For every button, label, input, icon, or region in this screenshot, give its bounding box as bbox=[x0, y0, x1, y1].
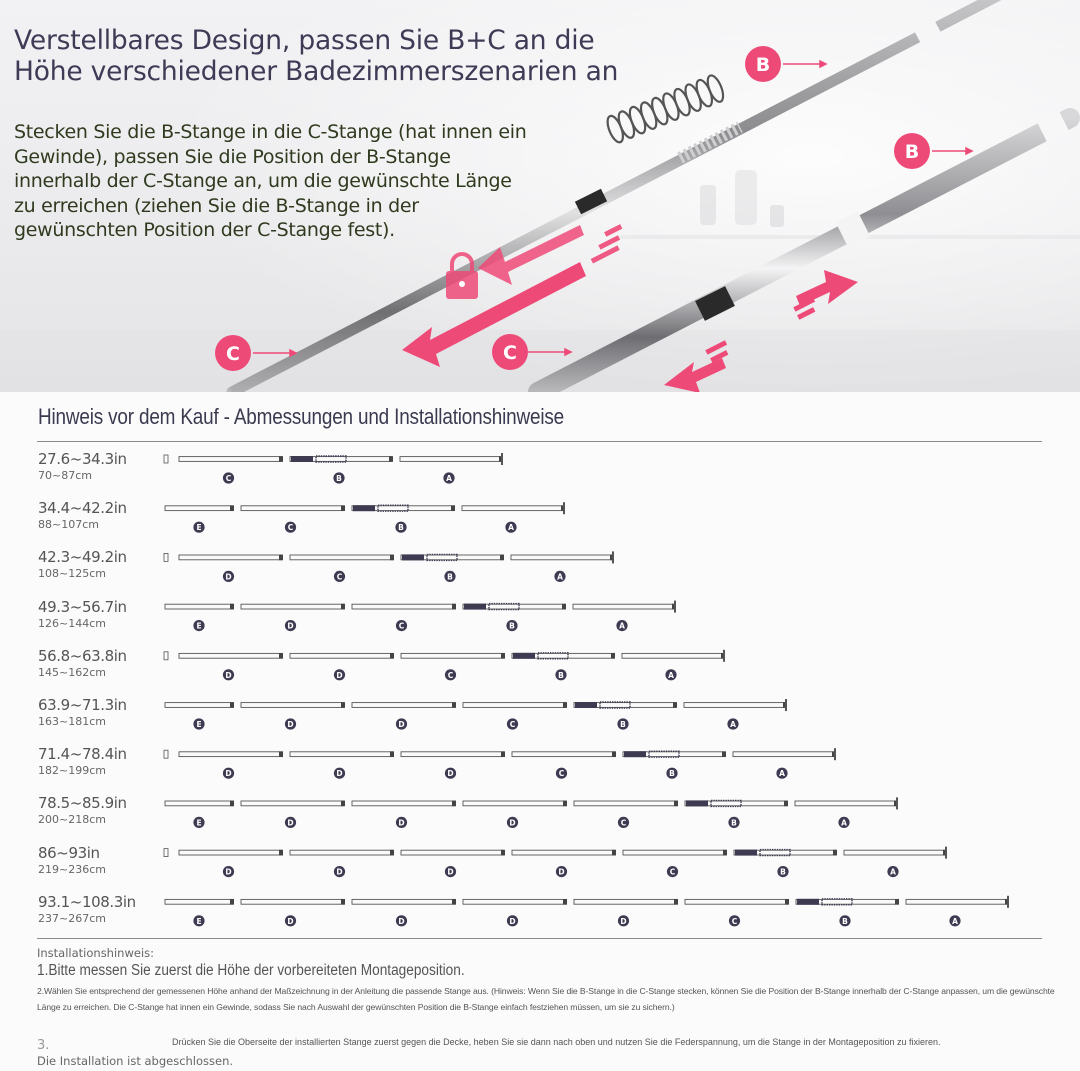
hero-title bbox=[14, 25, 654, 87]
end-cap-icon bbox=[164, 455, 168, 463]
part-badge-label: D bbox=[287, 818, 294, 828]
rod-part-a bbox=[733, 748, 836, 779]
size-centimeters: 200~218cm bbox=[38, 813, 106, 827]
part-badge-label: C bbox=[620, 818, 627, 828]
part-badge-label: E bbox=[196, 818, 202, 828]
end-pad-icon bbox=[674, 601, 676, 613]
size-inches: 42.3~49.2in bbox=[38, 548, 127, 567]
part-badge-label: D bbox=[398, 720, 405, 729]
install-step-3: Drücken Sie die Oberseite der installierten Stange zuerst gegen die Decke, heben Sie sie dann nach oben und nutzen Sie die Federspannung, um die Stange in der Montageposition zu fixieren. bbox=[172, 1037, 941, 1047]
size-centimeters: 182~199cm bbox=[38, 764, 106, 778]
rod-part-b bbox=[463, 604, 566, 632]
rod-row bbox=[165, 502, 565, 533]
rod-row bbox=[165, 896, 1009, 927]
part-badge-label: E bbox=[196, 621, 202, 631]
rod-row bbox=[164, 650, 725, 681]
rod-part-a bbox=[622, 650, 725, 681]
install-notes-heading: Installationshinweis: bbox=[37, 946, 154, 960]
section-title: Hinweis vor dem Kauf - Abmessungen und Installationshinweise bbox=[38, 404, 565, 429]
rod-combination-diagram bbox=[0, 440, 1080, 940]
callout-b-upper-label: B bbox=[755, 54, 771, 76]
rod-part-d bbox=[179, 850, 283, 877]
part-badge-label: D bbox=[398, 818, 405, 828]
part-badge-label: C bbox=[731, 916, 738, 926]
rod-part-d bbox=[512, 850, 616, 877]
part-badge-label: B bbox=[398, 523, 404, 533]
size-inches: 63.9~71.3in bbox=[38, 696, 127, 714]
part-badge-label: B bbox=[780, 867, 786, 877]
rod-part-d bbox=[463, 801, 567, 828]
install-step-4: Die Installation ist abgeschlossen. bbox=[37, 1054, 234, 1068]
thread-icon bbox=[402, 554, 424, 560]
rod-part-d bbox=[352, 899, 456, 926]
rod-part-c bbox=[463, 702, 567, 729]
end-pad-icon bbox=[563, 502, 565, 514]
size-inches: 34.4~42.2in bbox=[38, 499, 127, 518]
part-badge-label: D bbox=[225, 572, 232, 582]
part-badge-label: A bbox=[841, 818, 847, 828]
callout-b-lower-label: B bbox=[904, 141, 920, 163]
part-badge-label: D bbox=[287, 720, 294, 729]
rod-part-e bbox=[165, 801, 234, 828]
rod-part-b bbox=[512, 653, 615, 681]
install-step-2: 2.Wählen Sie entsprechend der gemessenen Höhe anhand der Maßzeichnung in der Anleitung die passende Stange aus. (Hinweis: Wenn Sie die B-Stange in die C-Stange stecken, können Sie die Position der B-Stange innerhalb der C-Stange anpassen, um die gewünschte Länge zu erreichen. Die C-Stange hat innen ein Gewinde, sodass Sie nach Auswahl der gewünschten Position die B-Stange einfach festziehen müssen, um sie zu sichern.) bbox=[37, 986, 1055, 1012]
rod-part-c bbox=[352, 604, 456, 631]
end-cap-icon bbox=[164, 553, 168, 561]
rod-part-b bbox=[401, 554, 504, 582]
rod-part-a bbox=[795, 797, 898, 828]
part-badge-label: B bbox=[447, 572, 453, 582]
rod-part-d bbox=[290, 751, 394, 778]
part-badge-label: D bbox=[398, 916, 405, 926]
size-centimeters: 88~107cm bbox=[38, 518, 99, 532]
part-badge-label: C bbox=[225, 474, 232, 483]
rod-part-d bbox=[463, 899, 567, 926]
end-pad-icon bbox=[1007, 896, 1009, 908]
thread-icon bbox=[797, 899, 819, 905]
rod-part-e bbox=[165, 505, 234, 532]
rod-part-b bbox=[734, 850, 837, 878]
rod-part-a bbox=[573, 601, 676, 632]
hero-banner bbox=[0, 0, 1080, 392]
part-badge-label: D bbox=[447, 769, 454, 779]
rod-part-d bbox=[241, 801, 345, 828]
size-inches: 71.4~78.4in bbox=[38, 745, 127, 764]
size-inches: 27.6~34.3in bbox=[38, 450, 127, 468]
rod-part-d bbox=[401, 751, 505, 778]
end-cap-icon bbox=[164, 849, 168, 857]
end-pad-icon bbox=[785, 699, 787, 711]
part-badge-label: D bbox=[287, 916, 294, 926]
part-badge-label: A bbox=[508, 523, 514, 533]
end-pad-icon bbox=[723, 650, 725, 662]
thread-icon bbox=[735, 850, 757, 856]
rod-part-c bbox=[401, 653, 505, 680]
part-badge-label: E bbox=[196, 523, 202, 533]
size-inches: 49.3~56.7in bbox=[38, 597, 127, 616]
rod-row bbox=[165, 601, 676, 632]
size-centimeters: 70~87cm bbox=[38, 469, 92, 482]
part-badge-label: A bbox=[779, 769, 785, 779]
rod-part-a bbox=[511, 551, 614, 582]
rod-part-d bbox=[241, 899, 345, 926]
rod-part-d bbox=[241, 702, 345, 729]
part-badge-label: A bbox=[890, 867, 896, 877]
part-badge-label: E bbox=[196, 720, 202, 729]
hero-title-line-1: Verstellbares Design, passen Sie B+C an die bbox=[14, 25, 595, 56]
end-pad-icon bbox=[501, 453, 503, 465]
rod-part-d bbox=[352, 702, 456, 729]
callout-c-left-label: C bbox=[226, 343, 240, 365]
rod-part-a bbox=[906, 896, 1009, 927]
size-centimeters: 108~125cm bbox=[38, 567, 106, 581]
part-badge-label: D bbox=[509, 818, 516, 828]
part-badge-label: A bbox=[668, 670, 674, 680]
size-inches: 78.5~85.9in bbox=[38, 794, 127, 813]
rod-part-c bbox=[290, 555, 394, 582]
rod-row bbox=[165, 797, 898, 828]
rod-part-b bbox=[290, 456, 393, 484]
part-badge-label: B bbox=[620, 720, 626, 729]
rod-part-c bbox=[512, 751, 616, 778]
part-badge-label: B bbox=[842, 916, 848, 926]
install-step-3-number: 3. bbox=[37, 1038, 50, 1053]
hero-desc-line: innerhalb der C-Stange an, um die gewünschte Länge bbox=[14, 170, 512, 193]
rod-part-a bbox=[844, 847, 947, 878]
part-badge-label: B bbox=[336, 474, 342, 483]
part-badge-label: C bbox=[336, 572, 343, 582]
rod-row bbox=[164, 453, 503, 484]
rod-part-d bbox=[290, 653, 394, 680]
part-badge-label: C bbox=[558, 769, 565, 779]
rod-part-d bbox=[290, 850, 394, 877]
part-badge-label: D bbox=[225, 769, 232, 779]
rod-part-b bbox=[796, 899, 899, 927]
part-badge-label: D bbox=[620, 916, 627, 926]
size-inches: 86~93in bbox=[38, 843, 100, 862]
install-step-1: 1.Bitte messen Sie zuerst die Höhe der vorbereiteten Montageposition. bbox=[37, 962, 465, 979]
rod-part-d bbox=[352, 801, 456, 828]
part-badge-label: D bbox=[558, 867, 565, 877]
rod-part-b bbox=[685, 800, 788, 828]
rod-part-e bbox=[165, 899, 234, 926]
rod-part-c bbox=[241, 505, 345, 532]
rod-part-c bbox=[574, 801, 678, 828]
rod-part-a bbox=[400, 453, 503, 484]
rod-part-e bbox=[165, 702, 234, 729]
part-badge-label: D bbox=[447, 867, 454, 877]
hero-title-line-2: Höhe verschiedener Badezimmerszenarien an bbox=[14, 56, 619, 87]
part-badge-label: D bbox=[336, 769, 343, 779]
part-badge-label: D bbox=[225, 867, 232, 877]
thread-icon bbox=[686, 800, 708, 806]
part-badge-label: C bbox=[669, 867, 676, 877]
rod-row bbox=[164, 847, 947, 878]
part-badge-label: D bbox=[509, 916, 516, 926]
end-pad-icon bbox=[612, 551, 614, 563]
rod-part-d bbox=[401, 850, 505, 877]
rod-part-d bbox=[179, 555, 283, 582]
part-badge-label: A bbox=[619, 621, 625, 631]
size-centimeters: 145~162cm bbox=[38, 665, 106, 679]
hero-desc-line: Gewinde), passen Sie die Position der B-Stange bbox=[14, 145, 451, 168]
part-badge-label: C bbox=[398, 621, 405, 631]
thread-icon bbox=[513, 653, 535, 659]
rod-part-c bbox=[623, 850, 727, 877]
part-badge-label: D bbox=[225, 670, 232, 680]
part-badge-label: B bbox=[731, 818, 737, 828]
size-inches: 56.8~63.8in bbox=[38, 646, 127, 665]
thread-icon bbox=[575, 702, 597, 708]
end-cap-icon bbox=[164, 750, 168, 758]
thread-icon bbox=[353, 505, 375, 511]
thread-icon bbox=[464, 604, 486, 610]
size-centimeters: 126~144cm bbox=[38, 616, 106, 630]
rod-part-d bbox=[574, 899, 678, 926]
thread-icon bbox=[624, 751, 646, 757]
hero-description bbox=[14, 120, 614, 243]
size-inches: 93.1~108.3in bbox=[38, 892, 136, 911]
rod-row bbox=[164, 748, 836, 779]
hero-desc-line: gewünschten Position der C-Stange fest). bbox=[14, 219, 395, 242]
end-pad-icon bbox=[896, 797, 898, 809]
end-pad-icon bbox=[945, 847, 947, 859]
part-badge-label: C bbox=[447, 670, 454, 680]
part-badge-label: B bbox=[509, 621, 515, 631]
part-badge-label: C bbox=[509, 720, 516, 729]
part-badge-label: B bbox=[558, 670, 564, 680]
rod-part-b bbox=[623, 751, 726, 779]
rod-part-a bbox=[462, 502, 565, 533]
thread-icon bbox=[291, 456, 313, 462]
part-badge-label: C bbox=[287, 523, 294, 533]
part-badge-label: B bbox=[669, 769, 675, 779]
size-centimeters: 163~181cm bbox=[38, 715, 106, 728]
rod-row bbox=[165, 699, 787, 730]
rod-row bbox=[164, 551, 614, 582]
rod-part-b bbox=[352, 505, 455, 533]
part-badge-label: D bbox=[336, 670, 343, 680]
part-badge-label: D bbox=[287, 621, 294, 631]
part-badge-label: A bbox=[952, 916, 958, 926]
part-badge-label: E bbox=[196, 916, 202, 926]
callout-c-right-label: C bbox=[503, 342, 517, 364]
end-cap-icon bbox=[164, 652, 168, 660]
rod-part-a bbox=[684, 699, 787, 730]
rod-part-c bbox=[179, 456, 283, 483]
rod-part-d bbox=[179, 751, 283, 778]
rod-part-d bbox=[179, 653, 283, 680]
rod-part-e bbox=[165, 604, 234, 631]
size-centimeters: 237~267cm bbox=[38, 911, 106, 925]
rod-part-b bbox=[574, 702, 677, 730]
part-badge-label: A bbox=[446, 474, 452, 483]
part-badge-label: D bbox=[336, 867, 343, 877]
hero-desc-line: zu erreichen (ziehen Sie die B-Stange in der bbox=[14, 194, 419, 217]
end-pad-icon bbox=[834, 748, 836, 760]
part-badge-label: A bbox=[557, 572, 563, 582]
hero-desc-line: Stecken Sie die B-Stange in die C-Stange (hat innen ein bbox=[14, 121, 527, 143]
size-centimeters: 219~236cm bbox=[38, 862, 106, 876]
part-badge-label: A bbox=[730, 720, 736, 729]
rod-part-c bbox=[685, 899, 789, 926]
rod-part-d bbox=[241, 604, 345, 631]
